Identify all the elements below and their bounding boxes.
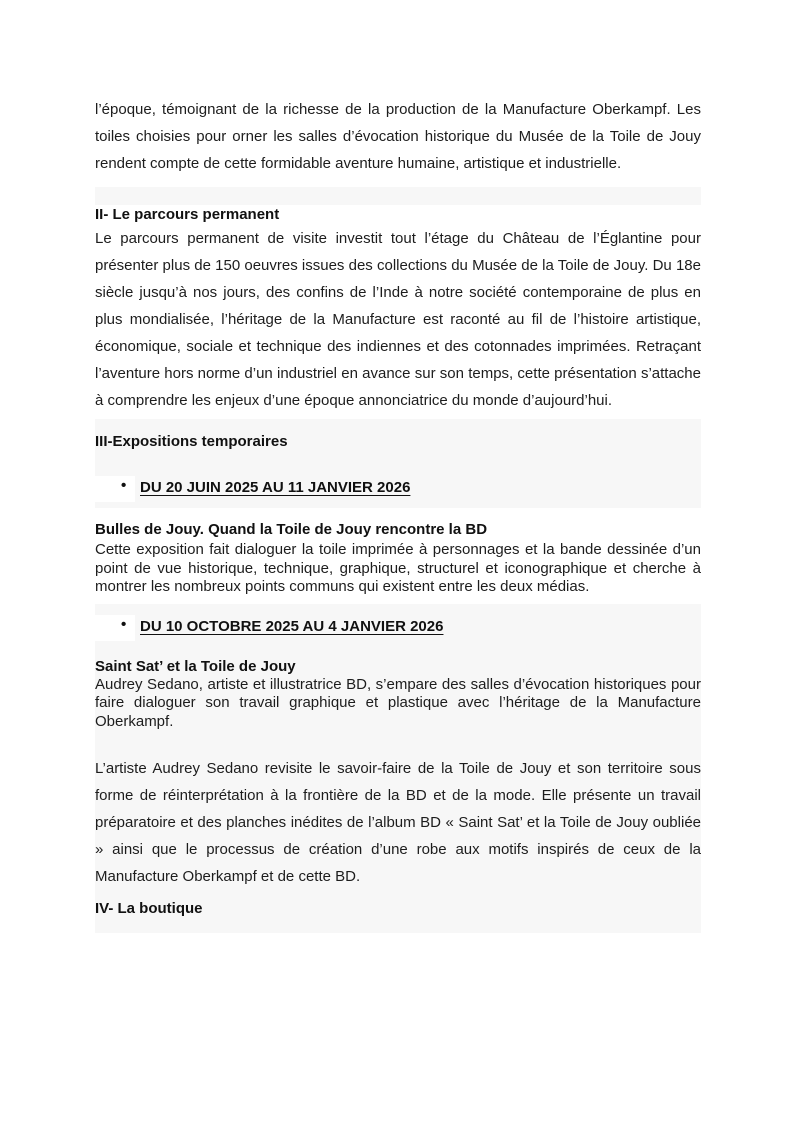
shaded-empty-band	[95, 187, 701, 205]
shaded-section-expositions	[95, 419, 701, 508]
expo2-dates-bullet-row	[95, 615, 701, 641]
intro-paragraph: l’époque, témoignant de la richesse de la production de la Manufacture Oberkampf. Les toiles choisies pour orner les salles d’évocation historique du Musée de la Toile de Jouy rendent compte de cette formidable aventure humaine, artistique et industrielle.	[95, 101, 701, 172]
expo2-description: Audrey Sedano, artiste et illustratrice BD, s’empare des salles d’évocation historiques pour faire dialoguer son travail graphique et plastique avec l’héritage de la Manufacture Oberkampf.	[95, 675, 701, 730]
shaded-section-saint-sat	[95, 604, 701, 934]
section-heading-boutique: IV- La boutique	[95, 900, 203, 917]
expo2-description-2: L’artiste Audrey Sedano revisite le savoir-faire de la Toile de Jouy et son territoire sous forme de réinterprétation à la frontière de la BD et de la mode. Elle présente un travail préparatoire et des planches inédites de l’album BD « Saint Sat’ et la Toile de Jouy oubliée » ainsi que le processus de création d’une robe aux motifs inspirés de ceux de la Manufacture Oberkampf et de cette BD.	[95, 760, 701, 885]
expo1-description: Cette exposition fait dialoguer la toile imprimée à personnages et la bande dessinée d’un point de vue historique, technique, graphique, structurel et iconographique et cherche à montrer les nombreux points communs qui existent entre les deux médias.	[95, 541, 701, 595]
section-heading-expositions-temporaires: III-Expositions temporaires	[95, 433, 288, 450]
bullet-indent-notch	[95, 476, 135, 502]
section-heading-parcours-permanent: II- Le parcours permanent	[95, 206, 280, 223]
bullet-icon: •	[121, 477, 127, 494]
expo1-title: Bulles de Jouy. Quand la Toile de Jouy rencontre la BD	[95, 521, 488, 538]
expo1-dates-bullet-row	[95, 476, 701, 502]
expo2-title: Saint Sat’ et la Toile de Jouy	[95, 657, 296, 675]
parcours-permanent-paragraph: Le parcours permanent de visite investit tout l’étage du Château de l’Églantine pour présenter plus de 150 oeuvres issues des collections du Musée de la Toile de Jouy. Du 18e siècle jusqu’à nos jours, des confins de l’Inde à notre société contemporaine de plus en plus mondialisée, l’héritage de la Manufacture est raconté au fil de l’histoire artistique, économique, sociale et technique des indiennes et des cotonnades imprimées. Retraçant l’aventure hors norme d’un industriel en avance sur son temps, cette présentation s’attache à comprendre les enjeux d’une époque annonciatrice du monde d’aujourd’hui.	[95, 230, 701, 409]
bullet-indent-notch	[95, 615, 135, 641]
document-content	[95, 0, 701, 933]
expo1-dates-text: DU 20 JUIN 2025 AU 11 JANVIER 2026	[140, 479, 411, 496]
expo2-dates-text: DU 10 OCTOBRE 2025 AU 4 JANVIER 2026	[140, 617, 444, 635]
bullet-icon: •	[121, 615, 127, 633]
